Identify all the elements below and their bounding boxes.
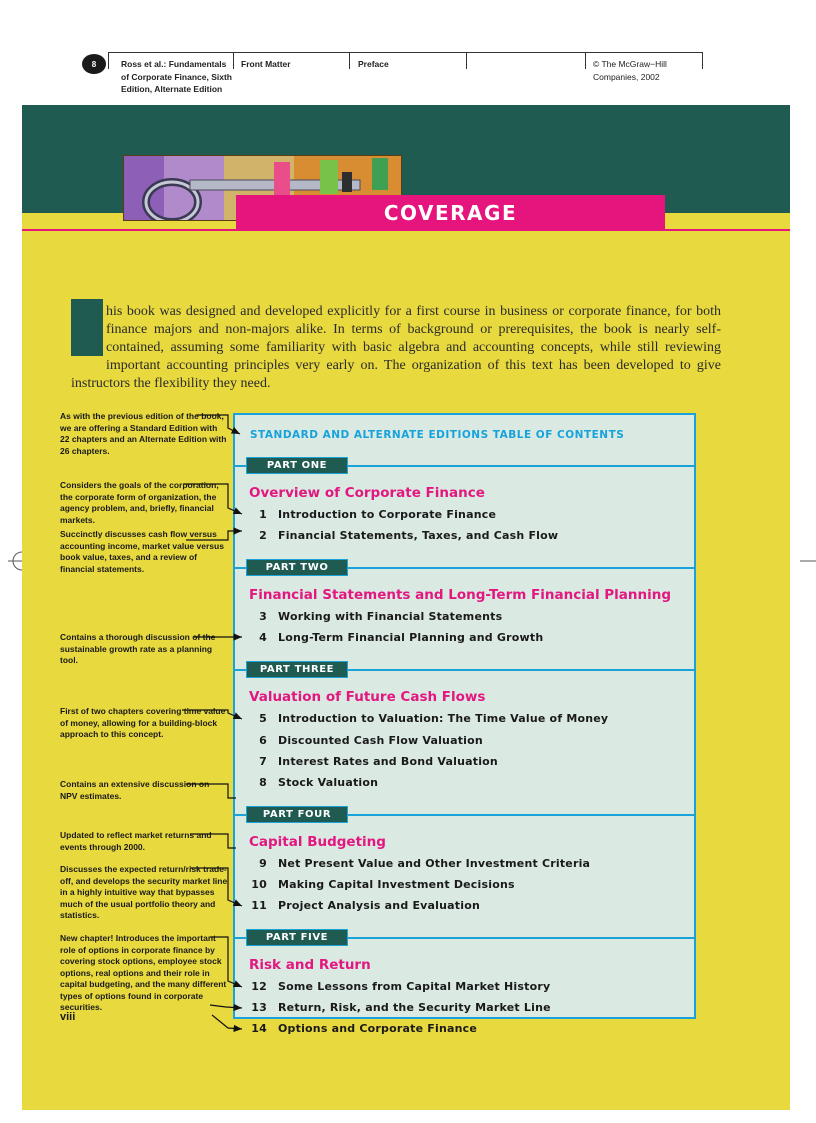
header-divider (585, 52, 586, 69)
note-time-value: First of two chapters covering time value of money, allowing for a building-block approach to this concept. (60, 706, 226, 739)
note-npv: Contains an extensive discussion on NPV estimates. (60, 779, 210, 801)
toc-heading: STANDARD AND ALTERNATE EDITIONS TABLE OF CONTENTS (250, 429, 625, 441)
part-two-tab: PART TWO (246, 559, 348, 576)
part-three-tab: PART THREE (246, 661, 348, 678)
part-one-title: Overview of Corporate Finance (249, 485, 485, 501)
header-section: Front Matter (241, 59, 291, 69)
note-editions: As with the previous edition of the book, we are offering a Standard Edition with 22 chapters and an Alternate Edition with 26 chapters. (60, 411, 227, 456)
toc-chapter: 13 Return, Risk, and the Security Market Line (251, 1001, 551, 1014)
crop-mark (796, 548, 816, 574)
toc-chapter: 10 Making Capital Investment Decisions (251, 878, 515, 891)
part-two-title: Financial Statements and Long-Term Financial Planning (249, 587, 672, 603)
header-rule (108, 52, 703, 53)
toc-chapter: 9 Net Present Value and Other Investment Criteria (259, 857, 591, 870)
toc-chapter: 3 Working with Financial Statements (259, 610, 503, 623)
header-divider (233, 52, 234, 69)
header-divider (702, 52, 703, 69)
note-risk-return: Discusses the expected return/risk trade-off, and develops the security market line in a highly intuitive way that bypasses much of the usual portfolio theory and statistics. (60, 864, 228, 920)
part-five-title: Risk and Return (249, 957, 371, 973)
header-book-title: Ross et al.: Fundamentals of Corporate Finance, Sixth Edition, Alternate Edition (121, 59, 232, 94)
toc-chapter: 14 Options and Corporate Finance (251, 1022, 478, 1035)
note-options: New chapter! Introduces the important role of options in corporate finance by covering stock options, employee stock options, real options and their role in capital budgeting, and the many different types of options found in corporate securities. (60, 933, 227, 1012)
part-three-title: Valuation of Future Cash Flows (249, 689, 486, 705)
toc-chapter: 12 Some Lessons from Capital Market History (251, 980, 551, 993)
part-four-title: Capital Budgeting (249, 834, 386, 850)
toc-chapter: 6 Discounted Cash Flow Valuation (259, 734, 483, 747)
header-divider (466, 52, 467, 69)
toc-chapter: 2 Financial Statements, Taxes, and Cash Flow (259, 529, 559, 542)
intro-paragraph: his book was designed and developed explicitly for a first course in business or corporate finance, for both finance majors and non-majors alike. In terms of background or prerequisites, the book is nearly self-contained, assuming some familiarity with basic algebra and accounting concepts, while still reviewing important accounting principles very early on. The organization of this text has been developed to give instructors the flexibility they need. (71, 304, 721, 391)
page-folio: viii (60, 1011, 76, 1023)
part-one-tab: PART ONE (246, 457, 348, 474)
part-four-tab: PART FOUR (246, 806, 348, 823)
note-growth-rate: Contains a thorough discussion of the sustainable growth rate as a planning tool. (60, 632, 216, 665)
toc-chapter: 8 Stock Valuation (259, 776, 379, 789)
page-number-badge (82, 54, 106, 74)
note-goals: Considers the goals of the corporation, the corporate form of organization, the agency problem, and, briefly, financial markets. (60, 480, 219, 525)
note-market-returns: Updated to reflect market returns and events through 2000. (60, 830, 212, 852)
page-number: 8 (91, 59, 97, 69)
toc-chapter: 5 Introduction to Valuation: The Time Value of Money (259, 712, 609, 725)
toc-chapter: 4 Long-Term Financial Planning and Growth (259, 631, 544, 644)
header-copyright: © The McGraw−Hill Companies, 2002 (593, 59, 667, 82)
header-divider (108, 52, 109, 69)
header-chapter: Preface (358, 59, 389, 69)
toc-chapter: 11 Project Analysis and Evaluation (251, 899, 480, 912)
toc-chapter: 7 Interest Rates and Bond Valuation (259, 755, 498, 768)
toc-chapter: 1 Introduction to Corporate Finance (259, 508, 497, 521)
banner-title: COVERAGE (383, 201, 518, 225)
note-cash-flow: Succinctly discusses cash flow versus accounting income, market value versus book value, taxes, and a review of financial statements. (60, 529, 224, 574)
header-divider (349, 52, 350, 69)
part-five-tab: PART FIVE (246, 929, 348, 946)
